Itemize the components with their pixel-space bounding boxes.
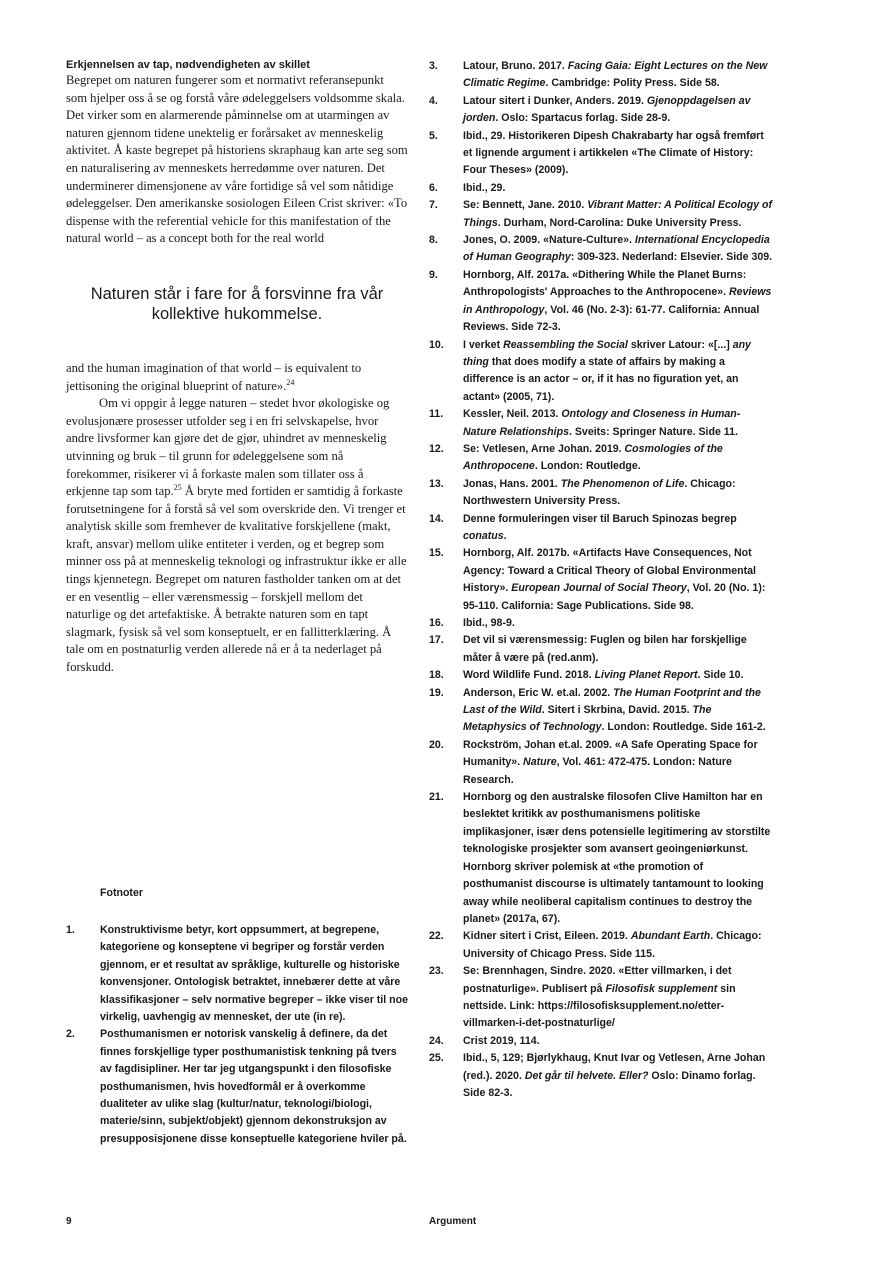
body-paragraph-3-text-a: Om vi oppgir å legge naturen – stedet hvor økologiske og evolusjonære prosesser utfolder seg i en fri selvskapelse, hvor andre livsformer kan gjøre det de gjør, uhindret av menneskelig utvinning og bruk – til grunn for ødeleggelsene som nå forekommer, risikerer vi å forkaste malen som tillater oss å erkjenne tap som tap. (66, 396, 390, 499)
footnote-text (463, 789, 773, 928)
footnote-number: 8. (429, 234, 438, 247)
footnote-title-italic: Facing Gaia: Eight Lectures on the New Climatic Regime (463, 60, 768, 90)
footnote-text-segment: Hornborg, Alf. 2017a. «Dithering While the Planet Burns: Anthropologists' Approaches to the Anthropocene». (463, 268, 747, 299)
footnote-text-segment: that does modify a state of affairs by making a difference is an actor – or, if it has no figuration yet, an actant» (2005, 71). (463, 355, 739, 403)
footnote-text (463, 545, 773, 615)
body-paragraph-1: Begrepet om naturen fungerer som et normativt referansepunkt som hjelper oss å se og forstå våre ødeleggelsers voldsomme skala. Det virker som en alarmerende påminnelse om at utarmingen av naturen gjennom tidene unektelig er forårsaket av menneskelig aktivitet. Å kaste begrepet på historiens skraphaug kan arte seg som en naturalisering av menneskets herredømme over naturen. Det underminerer dimensjonene av våre fortidige så vel som nåtidige ødeleggelser. Den amerikanske sosiologen Eileen Crist skriver: «To dispense with the referential vehicle for this manifestation of the natural world – as a concept both for the real world (66, 73, 408, 246)
page-number: 9 (66, 1216, 72, 1227)
footnote-title-italic: conatus (463, 529, 504, 542)
footnote-number: 19. (429, 686, 444, 699)
main-text-column (66, 58, 408, 677)
footnote-number: 7. (429, 199, 438, 212)
footnote-text (463, 1033, 773, 1050)
footnote-item (429, 632, 773, 667)
footnote-item (429, 476, 773, 511)
footnote-item (429, 337, 773, 407)
footnote-item (66, 922, 408, 1026)
footnote-number: 5. (429, 129, 438, 142)
footnote-text-segment: Latour sitert i Dunker, Anders. 2019. (463, 94, 647, 107)
footnote-number: 14. (429, 512, 444, 525)
footnote-number: 15. (429, 547, 444, 560)
footnote-number: 10. (429, 338, 444, 351)
footnote-text: Posthumanismen er notorisk vanskelig å definere, da det finnes forskjellige typer posthumanistisk tenkning på tvers av fagdisipliner. Her tar jeg utgangspunkt i den filosofiske posthumanismen, hvis hovedformål er å overkomme dualiteter av ulike slag (kultur/natur, teknologi/biologi, materie/sinn, subjekt/objekt) gjennom dekonstruksjon av presupposisjonene disse konseptuelle kategoriene hviler på. (100, 1028, 407, 1145)
footnote-text-segment: , Vol. 46 (No. 2-3): 61-77. California: Annual Reviews. Side 72-3. (463, 303, 760, 334)
footnote-item (429, 1050, 773, 1102)
publication-name: Argument (429, 1216, 477, 1227)
footnote-text (463, 197, 773, 232)
footnote-title-italic: The Metaphysics of Technology (463, 704, 712, 734)
footnote-text (463, 232, 773, 267)
footnote-text-segment: Ibid., 29. Historikeren Dipesh Chakrabarty har også fremført et lignende argument i artikkelen «The Climate of History: Four Theses» (2009). (463, 129, 764, 177)
footnote-text-segment: Word Wildlife Fund. 2018. (463, 669, 595, 682)
footnote-number: 11. (429, 408, 444, 421)
footnote-text (463, 1050, 773, 1102)
footnote-text (463, 267, 773, 337)
footnote-text (463, 632, 773, 667)
footnote-number: 16. (429, 617, 444, 629)
footnote-number: 22. (429, 930, 444, 943)
footnote-item (429, 928, 773, 963)
footnote-item (429, 615, 773, 632)
footnote-title-italic: Nature (523, 756, 557, 769)
footnote-number: 4. (429, 94, 438, 107)
footnote-text-segment: , Vol. 461: 472-475. London: Nature Research. (463, 756, 732, 786)
footnote-title-italic: Det går til helvete. Eller? (524, 1069, 649, 1082)
footnote-item (429, 737, 773, 789)
footnote-text (463, 58, 773, 93)
footnote-text (463, 737, 773, 789)
footnote-item (429, 1033, 773, 1050)
footnote-text-segment: Se: Vetlesen, Arne Johan. 2019. (463, 442, 625, 455)
footnote-item (429, 58, 773, 93)
footnote-item (429, 441, 773, 476)
footnote-title-italic: Reassembling the Social (503, 338, 628, 351)
footnote-text-segment: Se: Bennett, Jane. 2010. (463, 199, 588, 212)
footnote-title-italic: Living Planet Report (594, 669, 698, 682)
footnote-text (463, 337, 773, 407)
footnote-item (429, 963, 773, 1033)
footnotes-list-right (429, 58, 773, 1102)
footnote-number: 1. (66, 924, 75, 936)
footnote-text (463, 685, 773, 737)
footnote-item (429, 685, 773, 737)
footnote-number: 20. (429, 738, 444, 751)
footnote-text (463, 476, 773, 511)
footnote-item (429, 667, 773, 684)
footnote-text-segment: Crist 2019, 114. (463, 1034, 540, 1047)
footnote-title-italic: Vibrant Matter: A Political Ecology of Things (463, 199, 773, 229)
pull-quote: Naturen står i fare for å forsvinne fra vår kollektive hukommelse. (90, 284, 384, 323)
footnote-title-italic: Filosofisk supplement (605, 982, 718, 995)
footnote-text-segment: : 309-323. Nederland: Elsevier. Side 309. (570, 251, 773, 264)
footnote-text-segment: . Durham, Nord-Carolina: Duke University Press. (497, 216, 742, 229)
footnote-text-segment: . London: Routledge. (534, 460, 641, 473)
footnote-text-segment: Kessler, Neil. 2013. (463, 408, 562, 421)
footnote-title-italic: International Encyclopedia of Human Geography (463, 234, 770, 264)
body-paragraph-2-text: and the human imagination of that world – is equivalent to jettisoning the original blueprint of nature». (66, 360, 362, 393)
footnote-title-italic: any thing (463, 338, 751, 368)
footnote-number: 24. (429, 1034, 444, 1047)
footnote-number: 3. (429, 60, 438, 72)
section-subheading: Erkjennelsen av tap, nødvendigheten av skillet (66, 59, 310, 71)
footnote-text-segment: , Vol. 20 (No. 1): 95-110. California: Sage Publications. Side 98. (463, 582, 766, 612)
footnote-title-italic: Abundant Earth (630, 930, 711, 943)
footnote-text (463, 511, 773, 546)
footnote-title-italic: Gjenoppdagelsen av jorden (463, 94, 751, 125)
footnote-text (463, 180, 773, 197)
footnote-item (429, 267, 773, 337)
body-paragraph-3-text-b: Å bryte med fortiden er samtidig å forkaste forutsetningene for å forstå så vel som overskride den. Vi trenger et analytisk skille som fremhever de kvalitative forskjellene (makt, kraft, ansvar) mellom ulike entiteter i verden, og et begrep som minner oss på at menneskelig teknologi og infrastruktur ikke er alle tings kjennetegn. Begrepet om naturen fastholder tanken om at det er en vesentlig – eller værensmessig – forskjell mellom det naturlige og det artefaktiske. Å betrakte naturen som en tapt slagmark, fysisk så vel som konseptuelt, er en fallitterklæring. Å tale om en postnaturlig verden allerede nå er å ta nederlaget på forskudd. (66, 484, 407, 675)
footnote-number: 9. (429, 268, 438, 281)
footnote-text-segment: . Chicago: University of Chicago Press. Side 115. (463, 930, 762, 960)
footnote-item (429, 128, 773, 180)
footnote-text-segment: . Cambridge: Polity Press. Side 58. (545, 77, 720, 90)
footnote-text-segment: Anderson, Eric W. et.al. 2002. (463, 686, 614, 699)
footnote-text (463, 128, 773, 180)
body-paragraph-2 (66, 360, 408, 395)
footnote-text-segment: Jones, O. 2009. «Nature-Culture». (463, 234, 635, 247)
footnote-text-segment: Ibid., 5, 129; Bjørlykhaug, Knut Ivar og Vetlesen, Arne Johan (red.). 2020. (463, 1052, 766, 1082)
footnote-text-segment: Denne formuleringen viser til Baruch Spinozas begrep (463, 512, 737, 525)
footnote-number: 23. (429, 965, 444, 978)
footnote-text-segment: sin nettside. Link: https://filosofisksupplement.no/etter-villmarken-i-det-postnaturlige/ (463, 982, 736, 1030)
footnote-text: Konstruktivisme betyr, kort oppsummert, at begrepene, kategoriene og konseptene vi begriper og forstår verden gjennom, er et resultat av språklige, kulturelle og historiske konvensjoner. Ontologisk betraktet, innebærer dette at våre klassifikasjoner – selv normative begreper – ikke viser til noe virkelig, uavhengig av mennesket, der ute (in re). (100, 924, 408, 1024)
footnote-text (463, 441, 773, 476)
footnote-text-segment: Ibid., 29. (463, 181, 506, 194)
footnote-text-segment: Oslo: Dinamo forlag. Side 82-3. (463, 1069, 756, 1099)
footnote-text-segment: . Sveits: Springer Nature. Side 11. (568, 425, 738, 438)
footnote-number: 17. (429, 634, 444, 647)
footnote-title-italic: European Journal of Social Theory (511, 582, 687, 595)
footnote-item (429, 180, 773, 197)
footnote-item (66, 1026, 408, 1148)
footnote-number: 18. (429, 669, 444, 682)
footnote-text-segment: . Oslo: Spartacus forlag. Side 28-9. (495, 112, 671, 125)
footnote-text-segment: Hornborg, Alf. 2017b. «Artifacts Have Consequences, Not Agency: Toward a Critical Theory of Global Environmental History». (463, 547, 756, 595)
footnote-text-segment: Det vil si værensmessig: Fuglen og bilen har forskjellige måter å være på (red.anm). (463, 634, 747, 664)
footnote-title-italic: The Phenomenon of Life (560, 477, 685, 490)
footnote-text (463, 963, 773, 1033)
footnote-text-segment: . Sitert i Skrbina, David. 2015. (541, 704, 693, 717)
footnote-item (429, 789, 773, 928)
footnote-title-italic: Cosmologies of the Anthropocene (463, 442, 723, 473)
footnote-text-segment: . London: Routledge. Side 161-2. (601, 721, 766, 734)
footnote-text-segment: . Chicago: Northwestern University Press. (463, 477, 736, 508)
footnote-text-segment: Jonas, Hans. 2001. (463, 477, 561, 490)
footnote-number: 21. (429, 791, 444, 804)
footnote-number: 12. (429, 442, 444, 455)
footnote-text-segment: Se: Brennhagen, Sindre. 2020. «Etter villmarken, i det postnaturlige». Publisert på (463, 965, 732, 995)
footnote-item (429, 232, 773, 267)
footnote-number: 25. (429, 1052, 444, 1065)
footnote-text (463, 615, 773, 632)
footnote-text-segment: I verket (463, 338, 504, 351)
footnote-number: 6. (429, 181, 438, 194)
footnote-item (429, 93, 773, 128)
footnote-ref-24: 24 (286, 377, 295, 387)
footnote-title-italic: Ontology and Closeness in Human-Nature Relationships (463, 408, 741, 438)
footnote-text (463, 93, 773, 128)
footnote-text-segment: skriver Latour: «[...] (627, 338, 733, 351)
footnote-text-segment: Kidner sitert i Crist, Eileen. 2019. (463, 930, 631, 943)
footnote-ref-25: 25 (173, 482, 182, 492)
footnote-text-segment: Ibid., 98-9. (463, 617, 515, 629)
footnote-text (463, 667, 773, 684)
footnote-item (429, 511, 773, 546)
footnote-item (429, 545, 773, 615)
footnote-text (463, 928, 773, 963)
footnote-text (463, 406, 773, 441)
body-paragraph-3 (66, 395, 408, 677)
footnote-title-italic: Reviews in Anthropology (463, 286, 772, 316)
footnote-item (429, 406, 773, 441)
footnotes-list-left (66, 922, 408, 1148)
footnote-item (429, 197, 773, 232)
footnote-number: 2. (66, 1028, 75, 1041)
footnote-text-segment: Rockström, Johan et.al. 2009. «A Safe Operating Space for Humanity». (463, 738, 758, 769)
footnote-title-italic: The Human Footprint and the Last of the Wild (463, 686, 761, 717)
footnote-number: 13. (429, 477, 444, 490)
footnote-text-segment: . (503, 529, 507, 542)
footnotes-heading: Fotnoter (100, 887, 143, 899)
footnote-text-segment: Latour, Bruno. 2017. (463, 60, 568, 72)
footnote-text-segment: Hornborg og den australske filosofen Clive Hamilton har en beslektet kritikk av posthumanismens politiske implikasjoner, især dens potensielle legitimering av storstilte teknologiske prosjekter som avansert geoingeniørkunst. Hornborg skriver polemisk at «the promotion of posthumanist discourse is ultimately tantamount to looking away while neoliberal capitalism continues to destroy the planet» (2017a, 67). (463, 791, 771, 925)
footnote-text-segment: . Side 10. (697, 669, 744, 682)
